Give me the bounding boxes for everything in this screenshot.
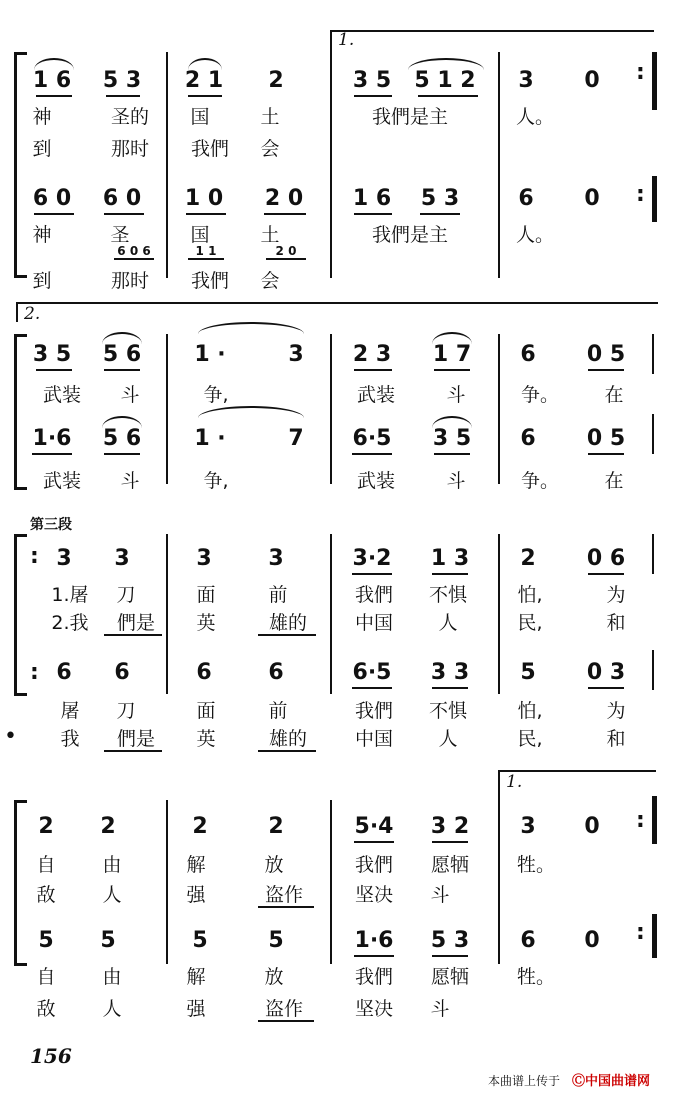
barline <box>166 800 168 964</box>
underline <box>34 213 74 215</box>
brace <box>14 52 27 278</box>
note: 6 <box>520 342 536 367</box>
lyric: 面 <box>196 700 216 722</box>
final-barline <box>652 796 657 844</box>
lyric: 自 <box>36 854 56 876</box>
lyric: 1.屠 <box>51 584 89 606</box>
note: 0 3 <box>586 660 626 685</box>
note: 1 · <box>194 426 226 451</box>
barline <box>330 30 332 278</box>
note: 0 <box>584 928 600 953</box>
lyric: 雄的 <box>268 612 308 634</box>
lyric: 我們 <box>354 584 394 606</box>
repeat-dots: : <box>636 60 645 85</box>
note: 5 6 <box>102 426 142 451</box>
underline <box>432 955 468 957</box>
note: 5 <box>520 660 536 685</box>
underline <box>114 258 154 260</box>
lyric: 争。 <box>520 384 560 406</box>
lyric: 神 <box>32 106 52 128</box>
note: 0 <box>584 186 600 211</box>
lyric: 愿牺 <box>430 966 470 988</box>
note: 3 5 <box>352 68 392 93</box>
note: 2 3 <box>352 342 392 367</box>
small-note: 2 0 <box>275 244 297 258</box>
lyric: 那时 <box>110 270 150 292</box>
note: 3 5 <box>432 426 472 451</box>
lyric: 不惧 <box>428 584 468 606</box>
note: 2 <box>520 546 536 571</box>
underline <box>104 453 140 455</box>
note: 3 3 <box>430 660 470 685</box>
note: 5 1 2 <box>414 68 476 93</box>
small-note: 1 1 <box>195 244 217 258</box>
repeat-dots: : <box>636 808 645 833</box>
lyric: 会 <box>260 270 280 292</box>
lyric: 我們 <box>190 270 230 292</box>
lyric: 們是 <box>116 612 156 634</box>
underline <box>588 369 624 371</box>
lyric: 为 <box>606 700 626 722</box>
underline <box>36 369 72 371</box>
note: 6 <box>56 660 72 685</box>
section-label: 第三段 <box>30 517 72 533</box>
barline <box>652 414 654 454</box>
lyric: 到 <box>32 270 52 292</box>
slur <box>198 322 304 334</box>
lyric: 屠 <box>60 700 80 722</box>
lyric: 敌 <box>36 884 56 906</box>
lyric: 英 <box>196 728 216 750</box>
lyric: 自 <box>36 966 56 988</box>
repeat-dots: : <box>636 920 645 945</box>
lyric: 我 <box>60 728 80 750</box>
underline <box>432 687 468 689</box>
lyric: 怕, <box>517 584 543 606</box>
lyric: 斗 <box>120 470 140 492</box>
final-barline <box>652 52 657 110</box>
note: 2 <box>100 814 116 839</box>
note: 5 <box>38 928 54 953</box>
lyric: 斗 <box>446 384 466 406</box>
lyric: 人 <box>102 998 122 1020</box>
barline <box>166 52 168 278</box>
note: 3 <box>520 814 536 839</box>
underline <box>104 750 162 752</box>
lyric: 那时 <box>110 138 150 160</box>
lyric: 斗 <box>430 998 450 1020</box>
lyric: 解 <box>186 966 206 988</box>
note: 6 <box>196 660 212 685</box>
lyric: 牲。 <box>516 966 556 988</box>
lyric: 国 <box>190 106 210 128</box>
lyric: 由 <box>102 854 122 876</box>
underline <box>352 573 392 575</box>
underline <box>258 906 314 908</box>
lyric: 在 <box>604 470 624 492</box>
underline <box>104 213 144 215</box>
barline <box>652 334 654 374</box>
underline <box>266 258 306 260</box>
note: 6 <box>518 186 534 211</box>
underline <box>354 95 392 97</box>
volta-label-first: 1. <box>338 30 355 50</box>
lyric: 在 <box>604 384 624 406</box>
lyric: 我們 <box>354 854 394 876</box>
underline <box>36 95 72 97</box>
underline <box>188 258 224 260</box>
note: 0 6 <box>586 546 626 571</box>
brace <box>14 334 27 490</box>
note: 1 6 <box>352 186 392 211</box>
note: 0 <box>584 68 600 93</box>
lyric: 解 <box>186 854 206 876</box>
note: 5·4 <box>354 814 394 839</box>
underline <box>354 955 394 957</box>
lyric: 愿牺 <box>430 854 470 876</box>
note: 6·5 <box>352 660 392 685</box>
logo-icon: Ⓒ <box>572 1074 586 1089</box>
lyric: 中国 <box>354 728 394 750</box>
slur <box>198 406 304 418</box>
lyric: 我們 <box>354 966 394 988</box>
note: 5 3 <box>420 186 460 211</box>
lyric: 前 <box>268 584 288 606</box>
lyric: 武装 <box>356 384 396 406</box>
logo-text: 中国曲谱网 <box>585 1074 651 1089</box>
lyric: 武装 <box>42 470 82 492</box>
lyric: 强 <box>186 884 206 906</box>
lyric: 牲。 <box>516 854 556 876</box>
repeat-start-dots: : <box>30 544 39 569</box>
lyric: 英 <box>196 612 216 634</box>
volta-label-second: 2. <box>24 304 41 324</box>
note: 3 <box>268 546 284 571</box>
volta-label-first: 1. <box>506 772 523 792</box>
lyric: 民, <box>517 612 543 634</box>
lyric: 由 <box>102 966 122 988</box>
lyric: 雄的 <box>268 728 308 750</box>
brace <box>14 534 27 696</box>
barline <box>498 334 500 484</box>
note: 6 0 <box>102 186 142 211</box>
underline <box>352 687 392 689</box>
underline <box>258 634 316 636</box>
note: 2 <box>268 814 284 839</box>
underline <box>354 213 392 215</box>
lyric: 我們是主 <box>371 106 449 128</box>
underline <box>354 369 392 371</box>
lyric: 民, <box>517 728 543 750</box>
final-barline <box>652 176 657 222</box>
note: 3 2 <box>430 814 470 839</box>
note: 6 0 <box>32 186 72 211</box>
lyric: 圣 <box>110 224 130 246</box>
lyric: 斗 <box>430 884 450 906</box>
note: 0 <box>584 814 600 839</box>
note: 5 6 <box>102 342 142 367</box>
barline <box>330 334 332 484</box>
lyric: 盗作 <box>264 884 304 906</box>
lyric: 强 <box>186 998 206 1020</box>
small-note: 6 0 6 <box>117 244 151 258</box>
underline <box>258 750 316 752</box>
lyric: 斗 <box>446 470 466 492</box>
note: 2 <box>268 68 284 93</box>
note: 3 <box>56 546 72 571</box>
lyric: 面 <box>196 584 216 606</box>
underline <box>434 369 470 371</box>
lyric: 土 <box>260 224 280 246</box>
lyric: 刀 <box>116 584 136 606</box>
lyric: 放 <box>264 854 284 876</box>
lyric: 盗作 <box>264 998 304 1020</box>
lyric: 武装 <box>42 384 82 406</box>
lyric: 人。 <box>515 106 555 128</box>
lyric: 人 <box>102 884 122 906</box>
note: 1 6 <box>32 68 72 93</box>
barline <box>166 534 168 694</box>
underline <box>418 95 478 97</box>
lyric: 会 <box>260 138 280 160</box>
upload-credit: 本曲谱上传于 <box>488 1074 561 1088</box>
lyric: 为 <box>606 584 626 606</box>
note: 2 <box>192 814 208 839</box>
lyric: 不惧 <box>428 700 468 722</box>
brace <box>14 800 27 966</box>
lyric: 神 <box>32 224 52 246</box>
underline <box>588 573 624 575</box>
underline <box>104 369 140 371</box>
underline <box>186 213 226 215</box>
barline <box>166 334 168 484</box>
underline <box>588 687 624 689</box>
underline <box>264 213 306 215</box>
lyric: 争, <box>203 470 229 492</box>
note: 1·6 <box>32 426 72 451</box>
note: 1 7 <box>432 342 472 367</box>
lyric: 我們 <box>190 138 230 160</box>
underline <box>32 453 72 455</box>
note: 6 <box>520 426 536 451</box>
lyric: 坚决 <box>354 998 394 1020</box>
note: 3 <box>196 546 212 571</box>
site-logo <box>572 1070 650 1089</box>
lyric: 争, <box>203 384 229 406</box>
volta-second-ending <box>16 302 658 322</box>
lyric: 我們 <box>354 700 394 722</box>
lyric: 放 <box>264 966 284 988</box>
note: 5 3 <box>102 68 142 93</box>
note: 6·5 <box>352 426 392 451</box>
barline <box>652 650 654 690</box>
underline <box>188 95 222 97</box>
note: 5 <box>192 928 208 953</box>
note: 1 0 <box>184 186 224 211</box>
underline <box>434 453 470 455</box>
lyric: 和 <box>606 728 626 750</box>
underline <box>258 1020 314 1022</box>
lyric: 們是 <box>116 728 156 750</box>
note: 2 <box>38 814 54 839</box>
note: 1·6 <box>354 928 394 953</box>
note: 3·2 <box>352 546 392 571</box>
note: 3 <box>114 546 130 571</box>
volta-first-ending <box>330 30 654 50</box>
barline <box>498 534 500 694</box>
note: 6 <box>268 660 284 685</box>
underline <box>352 453 392 455</box>
lyric: 坚决 <box>354 884 394 906</box>
lyric: 斗 <box>120 384 140 406</box>
note: 0 5 <box>586 426 626 451</box>
note: 3 <box>518 68 534 93</box>
final-barline <box>652 914 657 958</box>
barline <box>330 800 332 964</box>
underline <box>106 95 140 97</box>
underline <box>420 213 460 215</box>
underline <box>354 841 394 843</box>
lyric: 敌 <box>36 998 56 1020</box>
lyric: 前 <box>268 700 288 722</box>
note: 7 <box>288 426 304 451</box>
lyric: 武装 <box>356 470 396 492</box>
barline <box>330 534 332 694</box>
lyric: 争。 <box>520 470 560 492</box>
lyric: 国 <box>190 224 210 246</box>
barline <box>498 770 500 964</box>
lyric: 土 <box>260 106 280 128</box>
bullet-mark: • <box>4 724 17 749</box>
repeat-dots: : <box>636 182 645 207</box>
note: 5 3 <box>430 928 470 953</box>
note: 5 <box>268 928 284 953</box>
lyric: 人 <box>438 612 458 634</box>
lyric: 到 <box>32 138 52 160</box>
lyric: 刀 <box>116 700 136 722</box>
underline <box>432 841 468 843</box>
barline <box>498 52 500 278</box>
lyric: 人。 <box>515 224 555 246</box>
underline <box>432 573 468 575</box>
note: 3 <box>288 342 304 367</box>
repeat-start-dots: : <box>30 660 39 685</box>
barline <box>652 534 654 574</box>
lyric: 我們是主 <box>371 224 449 246</box>
underline <box>104 634 162 636</box>
note: 0 5 <box>586 342 626 367</box>
note: 1 3 <box>430 546 470 571</box>
page-number: 156 <box>30 1044 72 1068</box>
lyric: 和 <box>606 612 626 634</box>
note: 6 <box>114 660 130 685</box>
lyric: 怕, <box>517 700 543 722</box>
note: 3 5 <box>32 342 72 367</box>
lyric: 人 <box>438 728 458 750</box>
underline <box>588 453 624 455</box>
lyric: 圣的 <box>110 106 150 128</box>
note: 2 0 <box>264 186 304 211</box>
lyric: 2.我 <box>51 612 89 634</box>
note: 1 · <box>194 342 226 367</box>
note: 6 <box>520 928 536 953</box>
note: 2 1 <box>184 68 224 93</box>
note: 5 <box>100 928 116 953</box>
lyric: 中国 <box>354 612 394 634</box>
